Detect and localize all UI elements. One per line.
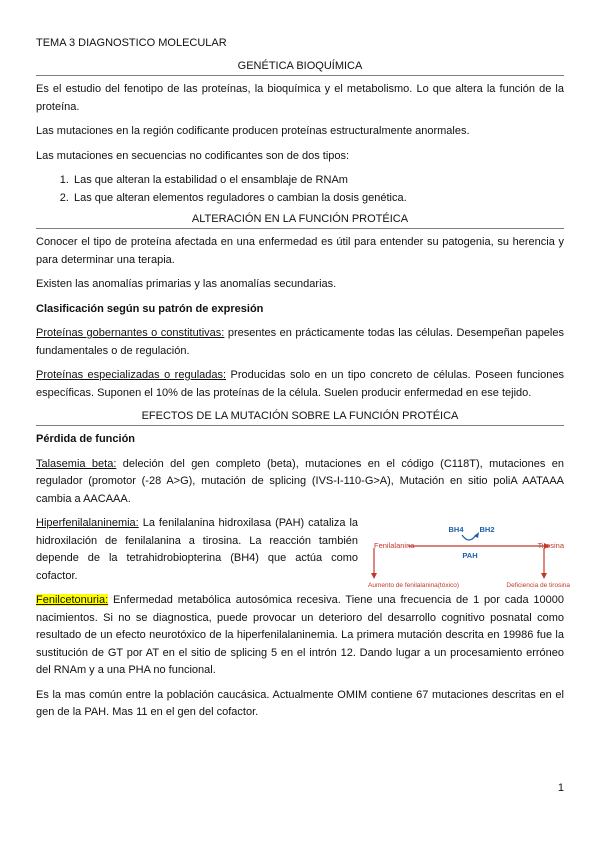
paragraph-genetica-2: Las mutaciones en la región codificante producen proteínas estructuralmente anormales. — [36, 125, 470, 137]
term-talasemia-beta: Talasemia beta: — [36, 457, 117, 470]
definition-proteinas-especializadas: Producidas solo en un tipo concreto de células. Poseen funciones específicas. Suponen el 10% de las proteínas de la célula. Suelen producir enfermedad en ese tejido. — [36, 369, 564, 399]
hiperfenilalaninemia-block — [36, 515, 570, 680]
document-title: TEMA 3 DIAGNOSTICO MOLECULAR — [36, 37, 227, 49]
term-fenilcetonuria: Fenilcetonuria: — [36, 594, 109, 606]
paragraph-alteracion-2: Existen las anomalías primarias y las anomalías secundarias. — [36, 278, 337, 290]
label-fenilalanina: Fenilalanina — [374, 541, 415, 550]
term-hiperfenilalaninemia: Hiperfenilalaninemia: — [36, 517, 139, 529]
down-arrow-left-head — [371, 573, 377, 579]
definition-talasemia-beta: deleción del gen completo (beta), mutaciones en el código (C118T), mutaciones en regulador (promotor (-28 A>G), mutación de splicing (IVS-I-110-G>A), Mutación en sitio poliA AATAAA cambia a AACAAA. — [36, 457, 564, 505]
section-heading-efectos: EFECTOS DE LA MUTACIÓN SOBRE LA FUNCIÓN PROTÉICA — [36, 409, 564, 426]
cofactor-curve-arrow — [462, 535, 476, 540]
paragraph-fenilcetonuria — [36, 592, 564, 680]
page-number: 1 — [557, 782, 564, 794]
definition-proteinas-gobernantes: presentes en prácticamente todas las células. Desempeñan papeles fundamentales o de regulación. — [36, 327, 564, 357]
label-tirosina: Tirosina — [537, 541, 564, 550]
down-arrow-right-head — [541, 573, 547, 579]
numbered-list — [36, 172, 564, 207]
label-aumento-fenilalanina: Aumento de fenilalanina(tóxico) — [368, 582, 460, 589]
label-deficiencia-tirosina: Deficiencia de tirosina — [506, 582, 570, 589]
subheading-perdida-funcion: Pérdida de función — [36, 433, 136, 445]
list-item: 1. Las que alteran la estabilidad o el ensamblaje de RNAm — [72, 172, 564, 190]
document-page — [36, 36, 570, 722]
paragraph-final: Es la mas común entre la población caucásica. Actualmente OMIM contiene 67 mutaciones descritas en el gen de la PAH. Mas 11 en el gen del cofactor. — [36, 688, 564, 718]
label-bh2: BH2 — [479, 525, 495, 534]
definition-hiperfenilalaninemia: La fenilalanina hidroxilasa (PAH) cataliza la hidroxilación de fenilalanina a tirosina. La reacción también depende de la tetrahidrobiopterina (BH4) que actúa como cofactor. — [36, 517, 358, 582]
paragraph-proteinas-gobernantes — [36, 325, 564, 360]
paragraph-genetica-3: Las mutaciones en secuencias no codificantes son de dos tipos: — [36, 149, 350, 162]
subheading-clasificacion: Clasificación según su patrón de expresión — [36, 302, 264, 315]
list-item: 2. Las que alteran elementos reguladores o cambian la dosis genética. — [72, 190, 564, 208]
pah-pathway-diagram — [366, 521, 572, 589]
paragraph-genetica-1: Es el estudio del fenotipo de las proteínas, la bioquímica y el metabolismo. Lo que altera la función de la proteína. — [36, 83, 564, 113]
label-pah: PAH — [462, 551, 478, 560]
label-bh4: BH4 — [448, 525, 464, 534]
term-proteinas-gobernantes: Proteínas gobernantes o constitutivas: — [36, 327, 225, 339]
section-heading-genetica: GENÉTICA BIOQUÍMICA — [36, 59, 564, 76]
paragraph-proteinas-especializadas — [36, 367, 564, 402]
paragraph-alteracion-1: Conocer el tipo de proteína afectada en una enfermedad es útil para entender su patogenia, su herencia y para determinar una terapia. — [36, 236, 564, 266]
paragraph-talasemia — [36, 456, 564, 509]
section-heading-alteracion: ALTERACIÓN EN LA FUNCIÓN PROTÉICA — [36, 212, 564, 229]
term-proteinas-especializadas: Proteínas especializadas o reguladas: — [36, 369, 227, 381]
definition-fenilcetonuria: Enfermedad metabólica autosómica recesiva. Tiene una frecuencia de 1 por cada 10000 nacimientos. Si no se diagnostica, puede provocar un deterioro del desarrollo cognitivo posnatal como resultado de un efecto neurotóxico de la hiperfenilalaninemia. La primera mutación descrita en 19986 fue la sustitución de GT por AT en el sitio de splicing 5 en el intrón 12. Dando lugar a un procesamiento erróneo del RNAm y a una PHA no funcional. — [36, 594, 564, 676]
